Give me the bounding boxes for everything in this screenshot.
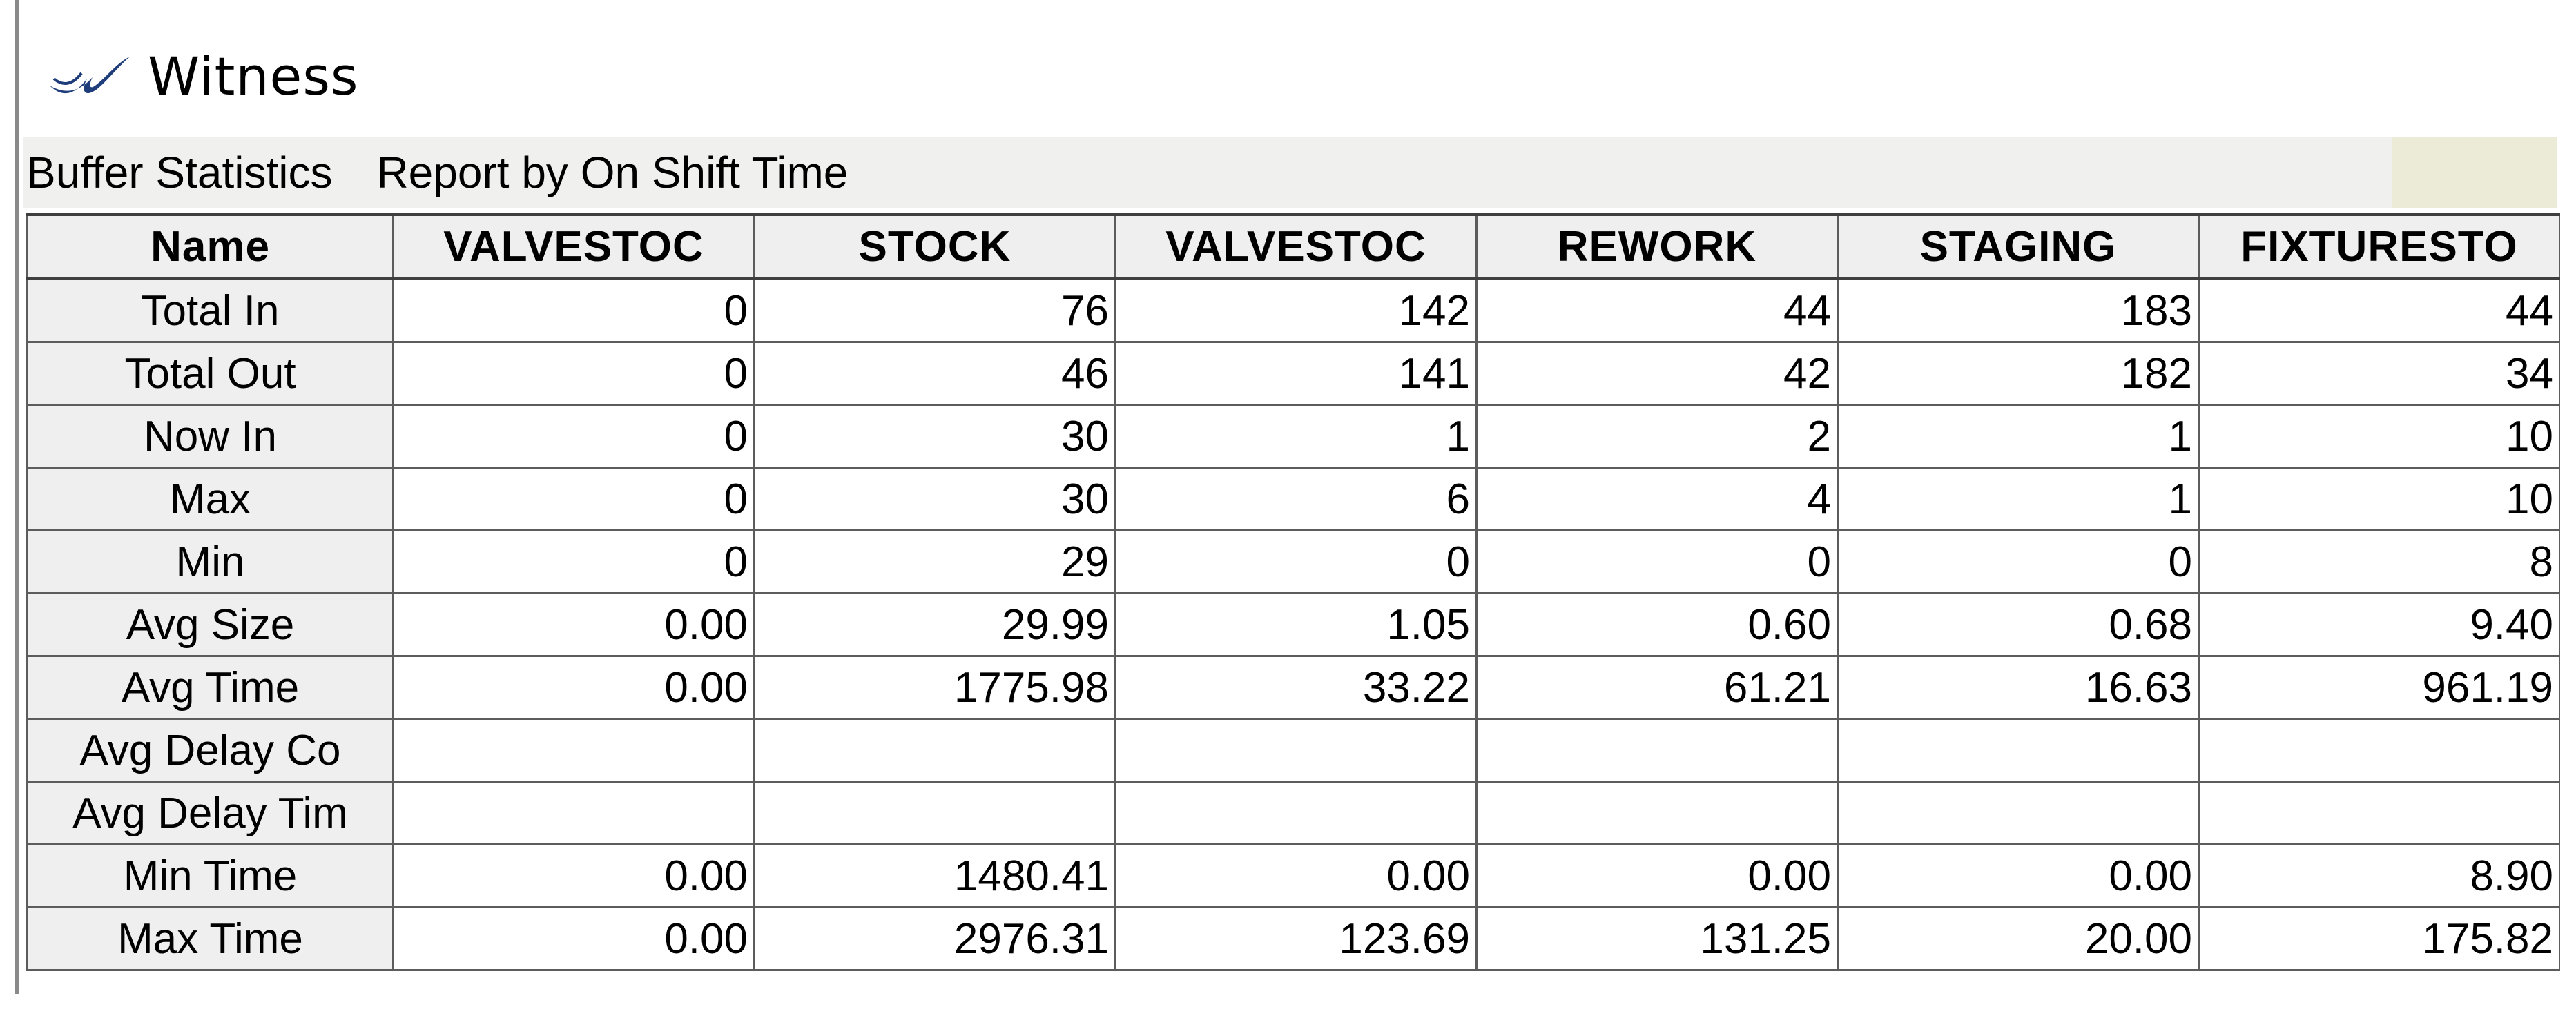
- row-label: Avg Size: [28, 594, 394, 656]
- table-cell[interactable]: 33.22: [1116, 656, 1477, 719]
- table-row[interactable]: [28, 468, 2560, 531]
- table-cell[interactable]: [1116, 719, 1477, 782]
- column-header[interactable]: VALVESTOC: [394, 215, 755, 279]
- table-cell[interactable]: [1477, 719, 1838, 782]
- table-row[interactable]: [28, 782, 2560, 845]
- buffer-statistics-table-wrap[interactable]: [26, 213, 2560, 996]
- table-cell[interactable]: 175.82: [2199, 908, 2560, 970]
- column-header[interactable]: STAGING: [1838, 215, 2199, 279]
- table-cell[interactable]: 8: [2199, 531, 2560, 594]
- table-cell[interactable]: 0: [394, 279, 755, 342]
- witness-logo-icon: [47, 50, 133, 102]
- table-cell[interactable]: 0.00: [394, 845, 755, 908]
- table-cell[interactable]: 2976.31: [755, 908, 1116, 970]
- table-cell[interactable]: 29.99: [755, 594, 1116, 656]
- table-cell[interactable]: 8.90: [2199, 845, 2560, 908]
- row-label: Max Time: [28, 908, 394, 970]
- column-header[interactable]: STOCK: [755, 215, 1116, 279]
- table-cell[interactable]: 141: [1116, 342, 1477, 405]
- table-cell[interactable]: 131.25: [1477, 908, 1838, 970]
- table-cell[interactable]: 0.00: [1477, 845, 1838, 908]
- buffer-statistics-table: [26, 213, 2560, 971]
- row-label: Min: [28, 531, 394, 594]
- table-row[interactable]: [28, 342, 2560, 405]
- table-cell[interactable]: 0: [394, 405, 755, 468]
- table-cell[interactable]: 30: [755, 468, 1116, 531]
- table-cell[interactable]: [755, 782, 1116, 845]
- table-row[interactable]: [28, 279, 2560, 342]
- table-row[interactable]: [28, 405, 2560, 468]
- table-cell[interactable]: 30: [755, 405, 1116, 468]
- table-row[interactable]: [28, 719, 2560, 782]
- table-row[interactable]: [28, 594, 2560, 656]
- table-cell[interactable]: 0.00: [1116, 845, 1477, 908]
- table-cell[interactable]: 1775.98: [755, 656, 1116, 719]
- row-label: Total Out: [28, 342, 394, 405]
- table-cell[interactable]: 10: [2199, 468, 2560, 531]
- table-cell[interactable]: [1838, 782, 2199, 845]
- table-cell[interactable]: 34: [2199, 342, 2560, 405]
- table-cell[interactable]: 142: [1116, 279, 1477, 342]
- table-cell[interactable]: 9.40: [2199, 594, 2560, 656]
- table-cell[interactable]: 6: [1116, 468, 1477, 531]
- table-cell[interactable]: 4: [1477, 468, 1838, 531]
- row-label: Avg Time: [28, 656, 394, 719]
- table-cell[interactable]: 0.00: [394, 594, 755, 656]
- table-cell[interactable]: 182: [1838, 342, 2199, 405]
- table-cell[interactable]: [2199, 782, 2560, 845]
- table-cell[interactable]: 0.68: [1838, 594, 2199, 656]
- table-cell[interactable]: [1477, 782, 1838, 845]
- table-cell[interactable]: 44: [1477, 279, 1838, 342]
- table-cell[interactable]: 123.69: [1116, 908, 1477, 970]
- window-left-border: [15, 0, 19, 994]
- report-title: Buffer Statistics: [26, 148, 333, 197]
- table-cell[interactable]: 16.63: [1838, 656, 2199, 719]
- table-cell[interactable]: 10: [2199, 405, 2560, 468]
- column-header[interactable]: VALVESTOC: [1116, 215, 1477, 279]
- table-row[interactable]: [28, 845, 2560, 908]
- app-title-bar: [47, 41, 359, 110]
- table-header-row: [28, 215, 2560, 279]
- table-cell[interactable]: 0: [1477, 531, 1838, 594]
- table-row[interactable]: [28, 656, 2560, 719]
- table-cell[interactable]: 1: [1838, 468, 2199, 531]
- caption-watermark-area: [2392, 137, 2557, 208]
- table-cell[interactable]: 20.00: [1838, 908, 2199, 970]
- table-cell[interactable]: 2: [1477, 405, 1838, 468]
- table-cell[interactable]: [1838, 719, 2199, 782]
- table-cell[interactable]: 0: [394, 531, 755, 594]
- table-cell[interactable]: 961.19: [2199, 656, 2560, 719]
- table-cell[interactable]: 1480.41: [755, 845, 1116, 908]
- table-cell[interactable]: 1.05: [1116, 594, 1477, 656]
- table-cell[interactable]: 76: [755, 279, 1116, 342]
- table-cell[interactable]: [2199, 719, 2560, 782]
- table-cell[interactable]: 0: [394, 342, 755, 405]
- table-cell[interactable]: 1: [1116, 405, 1477, 468]
- row-label: Max: [28, 468, 394, 531]
- column-header[interactable]: FIXTURESTO: [2199, 215, 2560, 279]
- table-cell[interactable]: 0.00: [1838, 845, 2199, 908]
- column-header-name[interactable]: Name: [28, 215, 394, 279]
- report-caption-bar: [23, 137, 2557, 208]
- table-cell[interactable]: 1: [1838, 405, 2199, 468]
- row-label: Avg Delay Tim: [28, 782, 394, 845]
- table-cell[interactable]: 0.00: [394, 908, 755, 970]
- report-subtitle: Report by On Shift Time: [376, 148, 849, 197]
- table-cell[interactable]: [394, 782, 755, 845]
- table-cell[interactable]: [1116, 782, 1477, 845]
- row-label: Avg Delay Co: [28, 719, 394, 782]
- row-label: Min Time: [28, 845, 394, 908]
- table-cell[interactable]: [755, 719, 1116, 782]
- row-label: Total In: [28, 279, 394, 342]
- table-body: [28, 279, 2560, 970]
- table-row[interactable]: [28, 908, 2560, 970]
- table-cell[interactable]: 44: [2199, 279, 2560, 342]
- app-title: Witness: [148, 45, 359, 107]
- table-cell[interactable]: [394, 719, 755, 782]
- table-cell[interactable]: 0: [394, 468, 755, 531]
- table-cell[interactable]: 46: [755, 342, 1116, 405]
- column-header[interactable]: REWORK: [1477, 215, 1838, 279]
- table-cell[interactable]: 0: [1838, 531, 2199, 594]
- table-cell[interactable]: 183: [1838, 279, 2199, 342]
- table-cell[interactable]: 61.21: [1477, 656, 1838, 719]
- table-cell[interactable]: 42: [1477, 342, 1838, 405]
- table-cell[interactable]: 0: [1116, 531, 1477, 594]
- table-cell[interactable]: 0.60: [1477, 594, 1838, 656]
- table-cell[interactable]: 0.00: [394, 656, 755, 719]
- table-row[interactable]: [28, 531, 2560, 594]
- table-cell[interactable]: 29: [755, 531, 1116, 594]
- row-label: Now In: [28, 405, 394, 468]
